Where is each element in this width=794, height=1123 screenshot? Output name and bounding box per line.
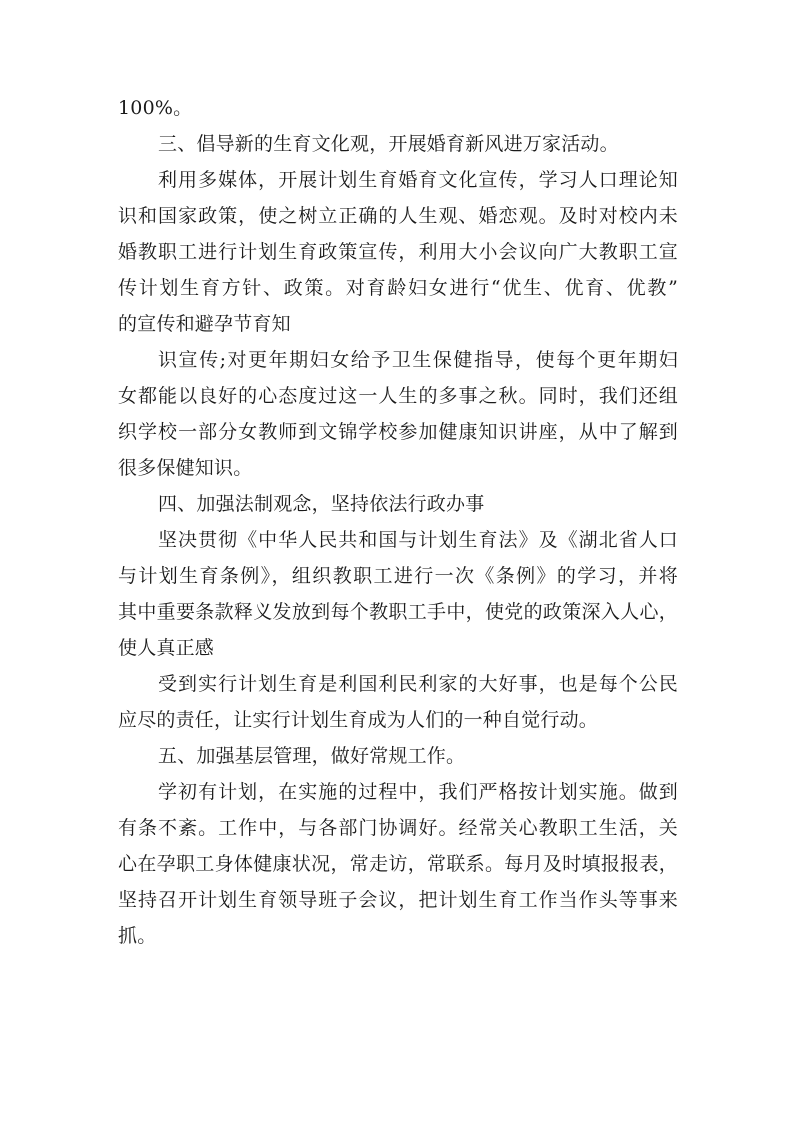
text-line: 利用多媒体，开展计划生育婚育文化宣传，学习人口理论知 <box>158 169 678 191</box>
text-line: 的宣传和避孕节育知 <box>118 313 291 335</box>
text-line: 100%。 <box>118 97 193 119</box>
section-heading-3: 三、倡导新的生育文化观，开展婚育新风进万家活动。 <box>158 133 619 155</box>
text-line: 使人真正感 <box>118 637 215 659</box>
document-body <box>118 90 678 954</box>
text-line: 坚决贯彻《中华人民共和国与计划生育法》及《湖北省人口 <box>158 529 678 551</box>
text-line: 传计划生育方针、政策。对育龄妇女进行“优生、优育、优教” <box>118 277 678 299</box>
text-line: 学初有计划，在实施的过程中，我们严格按计划实施。做到 <box>158 781 678 803</box>
text-line: 坚持召开计划生育领导班子会议，把计划生育工作当作头等事来 <box>118 889 678 911</box>
text-line: 抓。 <box>118 925 157 947</box>
text-line: 很多保健知识。 <box>118 457 253 479</box>
text-line: 识和国家政策，使之树立正确的人生观、婚恋观。及时对校内未 <box>118 205 678 227</box>
text-line: 受到实行计划生育是利国利民利家的大好事，也是每个公民 <box>158 673 678 695</box>
section-heading-4: 四、加强法制观念，坚持依法行政办事 <box>158 493 485 515</box>
text-line: 其中重要条款释义发放到每个教职工手中，使党的政策深入人心， <box>118 601 678 623</box>
section-heading-5: 五、加强基层管理，做好常规工作。 <box>158 745 466 767</box>
text-line: 应尽的责任，让实行计划生育成为人们的一种自觉行动。 <box>118 709 599 731</box>
text-line: 心在孕职工身体健康状况，常走访，常联系。每月及时填报报表， <box>118 853 678 875</box>
text-line: 与计划生育条例》，组织教职工进行一次《条例》的学习，并将 <box>118 565 678 587</box>
text-line: 织学校一部分女教师到文锦学校参加健康知识讲座，从中了解到 <box>118 421 678 443</box>
text-line: 识宣传;对更年期妇女给予卫生保健指导，使每个更年期妇 <box>158 349 678 371</box>
text-line: 婚教职工进行计划生育政策宣传，利用大小会议向广大教职工宣 <box>118 241 678 263</box>
text-line: 女都能以良好的心态度过这一人生的多事之秋。同时，我们还组 <box>118 385 678 407</box>
text-line: 有条不紊。工作中，与各部门协调好。经常关心教职工生活，关 <box>118 817 678 839</box>
